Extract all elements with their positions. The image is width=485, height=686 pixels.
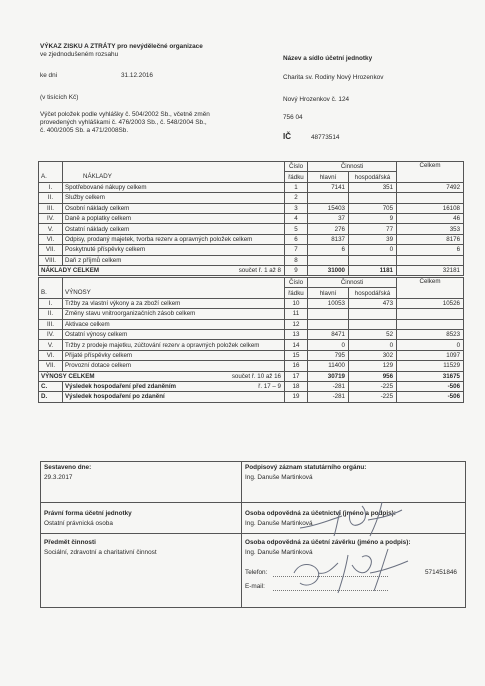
rev-row	[39, 329, 464, 339]
costs-row-main	[308, 255, 349, 265]
costs-row-main: 6	[308, 245, 349, 255]
costs-row-label: Spotřebované nákupy celkem	[63, 182, 285, 192]
rev-total-main: 30719	[308, 371, 349, 381]
compiled-value: 29.3.2017	[44, 474, 73, 481]
rev-section-name: VÝNOSY	[63, 288, 285, 298]
costs-section-letter: A.	[39, 172, 63, 182]
rev-row-total: 8523	[397, 329, 464, 339]
costs-header-activities: Činnosti	[308, 162, 397, 172]
rev-row	[39, 319, 464, 329]
entity-address: Nový Hrozenkov č. 124	[283, 96, 350, 103]
costs-row-total: 353	[397, 224, 464, 234]
rev-row-roman: VII.	[39, 361, 63, 371]
rev-row-total: 11529	[397, 361, 464, 371]
costs-row-economic: 0	[349, 245, 397, 255]
rev-row	[39, 350, 464, 360]
units-label: (v tisících Kč)	[40, 94, 79, 101]
rev-row-line: 11	[285, 309, 308, 319]
rev-row-label: Provozní dotace celkem	[63, 361, 285, 371]
rev-row-label: Přijaté příspěvky celkem	[63, 350, 285, 360]
costs-row-label: Ostatní náklady celkem	[63, 224, 285, 234]
costs-row-total	[397, 193, 464, 203]
costs-table	[38, 161, 464, 276]
rev-total-total: 31675	[397, 371, 464, 381]
rev-row-economic: 0	[349, 340, 397, 350]
costs-total-total: 32181	[397, 265, 464, 275]
costs-row-total: 8176	[397, 234, 464, 244]
costs-header-total: Celkem	[397, 162, 464, 183]
rev-row-total	[397, 319, 464, 329]
costs-row	[39, 213, 464, 223]
rev-row-total: 1097	[397, 350, 464, 360]
result-after-tax-section: D.	[39, 392, 63, 402]
rev-row-main: 795	[308, 350, 349, 360]
legal-form-label: Právní forma účetní jednotky	[44, 510, 132, 517]
costs-row-economic: 351	[349, 182, 397, 192]
costs-row-label: Daň z příjmů celkem	[63, 255, 285, 265]
rev-row-economic: 52	[349, 329, 397, 339]
rev-row-main: 0	[308, 340, 349, 350]
statutory-signature-label: Podpisový záznam statutárního orgánu:	[245, 464, 367, 471]
activity-label: Předmět činnosti	[44, 539, 96, 546]
rev-header-main: hlavní	[308, 288, 349, 298]
result-before-tax-line: 18	[285, 381, 308, 391]
costs-section-name: NÁKLADY	[63, 172, 285, 182]
rev-row-line: 12	[285, 319, 308, 329]
rev-header-activities: Činnosti	[308, 278, 397, 288]
rev-row-label: Aktivace celkem	[63, 319, 285, 329]
costs-row-line: 3	[285, 203, 308, 213]
costs-total-sum: součet ř. 1 až 8	[238, 267, 281, 275]
footer-divider-v	[241, 462, 242, 607]
costs-row	[39, 255, 464, 265]
costs-row-label: Odpisy, prodaný majetek, tvorba rezerv a opravných položek celkem	[63, 234, 285, 244]
ic-label: IČ	[283, 132, 291, 141]
costs-row-economic: 705	[349, 203, 397, 213]
costs-row-main: 8137	[308, 234, 349, 244]
accounting-person-label: Osoba odpovědná za účetnictví (jméno a podpis):	[245, 510, 396, 517]
result-before-tax-formula: ř. 17 – 9	[258, 383, 281, 391]
entity-name: Charita sv. Rodiny Nový Hrozenkov	[283, 74, 384, 81]
date-value: 31.12.2016	[121, 72, 153, 79]
rev-row-roman: V.	[39, 340, 63, 350]
rev-total-economic: 956	[349, 371, 397, 381]
costs-row-line: 2	[285, 193, 308, 203]
rev-row	[39, 298, 464, 308]
report-subtitle: ve zjednodušeném rozsahu	[40, 51, 119, 58]
costs-row-line: 4	[285, 213, 308, 223]
rev-row-roman: I.	[39, 298, 63, 308]
rev-header-total: Celkem	[397, 278, 464, 299]
result-before-tax-label	[63, 381, 285, 391]
rev-header-line: řádku	[285, 288, 308, 298]
rev-row-label: Tržby z prodeje majetku, zúčtování rezerv a opravných položek celkem	[63, 340, 285, 350]
costs-row	[39, 203, 464, 213]
costs-row-economic: 39	[349, 234, 397, 244]
costs-row-main: 7141	[308, 182, 349, 192]
costs-total-label	[39, 265, 285, 275]
costs-total-line: 9	[285, 265, 308, 275]
costs-row-economic	[349, 255, 397, 265]
costs-row-line: 5	[285, 224, 308, 234]
costs-row-economic	[349, 193, 397, 203]
rev-row-total: 10526	[397, 298, 464, 308]
costs-row-main: 15403	[308, 203, 349, 213]
rev-row	[39, 340, 464, 350]
statutory-name: Ing. Danuše Martinková	[245, 474, 313, 481]
rev-total-label	[39, 371, 285, 381]
rev-total-text: VÝNOSY CELKEM	[41, 372, 95, 380]
costs-row-roman: VI.	[39, 234, 63, 244]
email-label: E-mail:	[245, 583, 265, 590]
phone-label: Telefon:	[245, 569, 268, 576]
accounting-person-name: Ing. Danuše Martinková	[245, 520, 313, 527]
costs-row-line: 6	[285, 234, 308, 244]
costs-row-roman: II.	[39, 193, 63, 203]
costs-header-number: Číslo	[285, 162, 308, 172]
rev-row-line: 16	[285, 361, 308, 371]
costs-row	[39, 193, 464, 203]
compiled-label: Sestaveno dne:	[44, 464, 92, 471]
costs-row-main: 37	[308, 213, 349, 223]
rev-row-roman: IV.	[39, 329, 63, 339]
costs-row	[39, 234, 464, 244]
costs-row-line: 8	[285, 255, 308, 265]
rev-row-main: 11400	[308, 361, 349, 371]
costs-row-economic: 9	[349, 213, 397, 223]
costs-row-roman: VII.	[39, 245, 63, 255]
costs-row-label: Poskytnuté příspěvky celkem	[63, 245, 285, 255]
costs-header-line: řádku	[285, 172, 308, 182]
result-before-tax-text: Výsledek hospodaření před zdaněním	[65, 383, 177, 391]
rev-row-roman: III.	[39, 319, 63, 329]
costs-header-main: hlavní	[308, 172, 349, 182]
costs-row-roman: I.	[39, 182, 63, 192]
signature-closing	[282, 545, 422, 595]
result-after-tax-line: 19	[285, 392, 308, 402]
costs-row	[39, 182, 464, 192]
costs-row-roman: III.	[39, 203, 63, 213]
revenues-table	[38, 277, 464, 403]
rev-row-line: 13	[285, 329, 308, 339]
costs-row-label: Daně a poplatky celkem	[63, 213, 285, 223]
costs-row	[39, 245, 464, 255]
costs-total-text: NÁKLADY CELKEM	[41, 267, 99, 275]
costs-row-line: 1	[285, 182, 308, 192]
phone-value: 571451846	[425, 569, 457, 576]
rev-row-main	[308, 319, 349, 329]
rev-row-line: 10	[285, 298, 308, 308]
costs-row-label: Osobní náklady celkem	[63, 203, 285, 213]
costs-row-total	[397, 255, 464, 265]
rev-row-economic: 129	[349, 361, 397, 371]
rev-row-label: Ostatní výnosy celkem	[63, 329, 285, 339]
date-label: ke dni	[40, 72, 58, 79]
entity-zip: 756 04	[283, 114, 303, 121]
rev-row	[39, 309, 464, 319]
rev-row-economic: 302	[349, 350, 397, 360]
rev-row-roman: VI.	[39, 350, 63, 360]
costs-row-economic: 77	[349, 224, 397, 234]
rev-row	[39, 361, 464, 371]
result-before-tax-total: -506	[397, 381, 464, 391]
costs-row-line: 7	[285, 245, 308, 255]
rev-row-economic	[349, 309, 397, 319]
costs-row-label: Služby celkem	[63, 193, 285, 203]
rev-total-line: 17	[285, 371, 308, 381]
costs-row-roman: V.	[39, 224, 63, 234]
result-after-tax-label: Výsledek hospodaření po zdanění	[63, 392, 285, 402]
signature-accounting	[290, 498, 410, 538]
closing-person-name: Ing. Danuše Martinková	[245, 549, 313, 556]
costs-row-total: 7492	[397, 182, 464, 192]
rev-total-sum: součet ř. 10 až 16	[231, 372, 281, 380]
rev-row-label: Tržby za vlastní výkony a za zboží celkem	[63, 298, 285, 308]
decree-line-2: provedených vyhláškami č. 476/2003 Sb., č. 548/2004 Sb.,	[40, 119, 207, 126]
rev-row-total	[397, 309, 464, 319]
costs-row-total: 16108	[397, 203, 464, 213]
rev-section-letter: B.	[39, 288, 63, 298]
costs-total-economic: 1181	[349, 265, 397, 275]
entity-title: Název a sídlo účetní jednotky	[283, 55, 373, 62]
result-before-tax-main: -281	[308, 381, 349, 391]
costs-row-main: 276	[308, 224, 349, 234]
costs-row-roman: VIII.	[39, 255, 63, 265]
rev-header-economic: hospodářská	[349, 288, 397, 298]
ic-value: 48773514	[311, 134, 340, 141]
legal-form-value: Ostatní právnická osoba	[44, 520, 113, 527]
rev-row-main	[308, 309, 349, 319]
decree-line-3: č. 400/2005 Sb. a 471/2008Sb.	[40, 127, 129, 134]
result-before-tax-section: C.	[39, 381, 63, 391]
decree-line-1: Výčet položek podle vyhlášky č. 504/2002 Sb., včetně změn	[40, 111, 210, 118]
result-after-tax-economic: -225	[349, 392, 397, 402]
costs-row-main	[308, 193, 349, 203]
costs-row	[39, 224, 464, 234]
result-before-tax-economic: -225	[349, 381, 397, 391]
rev-row-economic: 473	[349, 298, 397, 308]
activity-value: Sociální, zdravotní a charitativní činnost	[44, 549, 157, 556]
rev-row-line: 14	[285, 340, 308, 350]
rev-row-line: 15	[285, 350, 308, 360]
costs-row-total: 46	[397, 213, 464, 223]
result-after-tax-total: -506	[397, 392, 464, 402]
costs-row-total: 6	[397, 245, 464, 255]
rev-row-label: Změny stavu vnitroorganizačních zásob celkem	[63, 309, 285, 319]
rev-header-number: Číslo	[285, 278, 308, 288]
costs-header-economic: hospodářská	[349, 172, 397, 182]
result-after-tax-main: -281	[308, 392, 349, 402]
closing-person-label: Osoba odpovědná za účetní závěrku (jméno a podpis):	[245, 539, 411, 546]
rev-row-main: 8471	[308, 329, 349, 339]
rev-row-total: 0	[397, 340, 464, 350]
rev-row-main: 10053	[308, 298, 349, 308]
rev-row-economic	[349, 319, 397, 329]
report-title: VÝKAZ ZISKU A ZTRÁTY pro nevýdělečné organizace	[40, 43, 203, 50]
costs-total-main: 31000	[308, 265, 349, 275]
rev-row-roman: II.	[39, 309, 63, 319]
costs-row-roman: IV.	[39, 213, 63, 223]
